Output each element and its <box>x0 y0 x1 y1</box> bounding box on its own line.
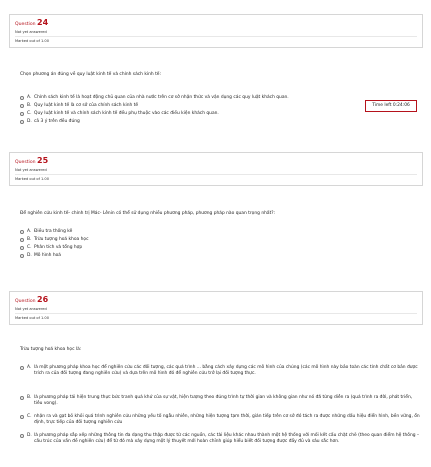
radio-button[interactable] <box>20 415 24 419</box>
radio-button[interactable] <box>20 246 24 250</box>
question-status: Not yet answered <box>15 307 47 311</box>
radio-button[interactable] <box>20 434 24 438</box>
question-status: Not yet answered <box>15 168 47 172</box>
question-26-info <box>9 291 423 325</box>
question-25-option-a[interactable]: A. Điều tra thống kê <box>20 229 72 235</box>
question-25-option-c[interactable]: C. Phân tích và tổng hợp <box>20 245 82 251</box>
question-24-option-b[interactable]: B. Quy luật kinh tế là cơ sở của chính sách kinh tế <box>20 103 138 109</box>
question-24-option-c[interactable]: C. Quy luật kinh tế và chính sách kinh tế đều phụ thuộc vào các điều kiện khách quan. <box>20 111 219 117</box>
question-number: Question 24 <box>15 18 49 27</box>
radio-button[interactable] <box>20 104 24 108</box>
radio-button[interactable] <box>20 120 24 124</box>
question-24-option-d[interactable]: D. cả 3 ý trên đều đúng <box>20 119 80 125</box>
question-24-info <box>9 14 423 48</box>
radio-button[interactable] <box>20 238 24 242</box>
radio-button[interactable] <box>20 396 24 400</box>
radio-button[interactable] <box>20 112 24 116</box>
question-25-option-d[interactable]: D. Mô hình hoá <box>20 253 61 259</box>
question-26-option-d[interactable]: D. là phương pháp sắp xếp những thông tin đa dạng thu thập được từ các nguồn, các tài liệu khác nhau thành một hệ thống với mối kết cấu chặt chẽ (theo quan điểm hệ thống – cấu trúc của vấn đề nghiên cứu) để từ đó mà xây dựng một lý thuyết mới hoàn chỉnh giúp hiểu biết đối tượng được đầy đủ và sâu sắc hơn. <box>20 433 420 444</box>
question-25-option-b[interactable]: B. Trừu tượng hoá khoa học <box>20 237 89 243</box>
time-left-badge: Time left 0:24:06 <box>365 100 417 112</box>
radio-button[interactable] <box>20 230 24 234</box>
question-25-text: Để nghiên cứu kinh tế- chính trị Mác- Lênin có thể sử dụng nhiều phương pháp, phương pháp nào quan trọng nhất?: <box>20 211 276 216</box>
question-25-info <box>9 152 423 186</box>
radio-button[interactable] <box>20 96 24 100</box>
question-26-option-c[interactable]: C. nhận ra và gạt bỏ khỏi quá trình nghiên cứu những yếu tố ngẫu nhiên, những hiện tượng tạm thời, gián tiếp trên cơ sở đó tách ra được những dấu hiệu điển hình, bền vững, ổn định, trực tiếp của đối tượng nghiên cứu <box>20 414 420 425</box>
question-number: Question 26 <box>15 295 49 304</box>
question-marks: Marked out of 1.00 <box>15 177 50 181</box>
question-26-option-b[interactable]: B. là phương pháp tái hiện trung thực bức tranh quá khứ của sự vật, hiện tượng theo đúng trình tự thời gian và không gian như nó đã từng diễn ra (quá trình ra đời, phát triển, tiêu vong). <box>20 395 420 406</box>
question-status: Not yet answered <box>15 30 47 34</box>
question-number: Question 25 <box>15 156 49 165</box>
question-marks: Marked out of 1.00 <box>15 39 50 43</box>
question-26-option-a[interactable]: A. là một phương pháp khoa học để nghiên cứu các đối tượng, các quá trình ... bằng cách xây dựng các mô hình của chúng (các mô hình này bảo toàn các tính chất cơ bản được trích ra của đối tượng đang nghiên cứu) và dựa trên mô hình đó để nghiên cứu trở lại đối tượng thực. <box>20 365 420 376</box>
radio-button[interactable] <box>20 254 24 258</box>
question-marks: Marked out of 1.00 <box>15 316 50 320</box>
question-24-text: Chọn phương án đúng về quy luật kinh tế và chính sách kinh tế: <box>20 72 161 77</box>
radio-button[interactable] <box>20 366 24 370</box>
question-26-text: Trừu tượng hoá khoa học là: <box>20 347 82 352</box>
question-24-option-a[interactable]: A. Chính sách kinh tế là hoạt động chủ quan của nhà nước trên cơ sở nhận thức và vận dụng các quy luật khách quan. <box>20 95 289 101</box>
